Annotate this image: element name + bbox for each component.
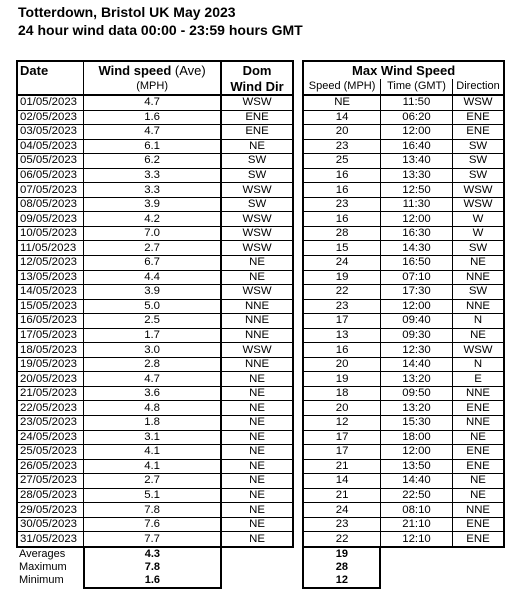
dom-dir-cell: WSW xyxy=(221,212,293,227)
dom-dir-cell: NE xyxy=(221,139,293,154)
max-time-cell: 15:30 xyxy=(380,416,452,431)
gap-cell xyxy=(293,574,303,588)
table-row xyxy=(17,459,504,474)
avg-speed-cell: 2.7 xyxy=(84,241,222,256)
max-dir-cell: E xyxy=(453,372,505,387)
date-cell: 19/05/2023 xyxy=(17,357,84,372)
gap-cell xyxy=(293,95,303,110)
header-direction: Direction xyxy=(453,79,505,95)
gap-cell xyxy=(293,328,303,343)
avg-speed-cell: 3.6 xyxy=(84,386,222,401)
max-time-cell: 12:00 xyxy=(380,125,452,140)
gap-cell xyxy=(293,416,303,431)
summary-max: 28 xyxy=(303,561,380,574)
table-row xyxy=(17,357,504,372)
dom-dir-cell: WSW xyxy=(221,343,293,358)
gap-cell xyxy=(293,561,303,574)
max-time-cell: 11:50 xyxy=(380,95,452,110)
avg-speed-cell: 1.7 xyxy=(84,328,222,343)
avg-speed-cell: 4.7 xyxy=(84,95,222,110)
dom-dir-cell: NE xyxy=(221,445,293,460)
max-time-cell: 09:50 xyxy=(380,386,452,401)
gap-cell xyxy=(293,256,303,271)
max-time-cell: 09:30 xyxy=(380,328,452,343)
avg-speed-cell: 7.6 xyxy=(84,517,222,532)
dom-dir-cell: ENE xyxy=(221,125,293,140)
page-subtitle: 24 hour wind data 00:00 - 23:59 hours GMT xyxy=(18,22,303,38)
dom-dir-cell: NE xyxy=(221,430,293,445)
summary-row xyxy=(17,561,504,574)
dom-dir-cell: NE xyxy=(221,517,293,532)
date-cell: 28/05/2023 xyxy=(17,488,84,503)
max-dir-cell: NNE xyxy=(453,386,505,401)
max-speed-cell: 25 xyxy=(303,154,380,169)
max-speed-cell: 17 xyxy=(303,314,380,329)
avg-speed-cell: 3.9 xyxy=(84,285,222,300)
max-speed-cell: 20 xyxy=(303,357,380,372)
gap-cell xyxy=(293,299,303,314)
dom-dir-cell: SW xyxy=(221,197,293,212)
gap-cell xyxy=(293,430,303,445)
table-row xyxy=(17,299,504,314)
gap-cell xyxy=(293,517,303,532)
dom-dir-cell: WSW xyxy=(221,183,293,198)
summary-body xyxy=(17,547,504,588)
avg-speed-cell: 7.8 xyxy=(84,503,222,518)
date-cell: 31/05/2023 xyxy=(17,532,84,547)
table-row xyxy=(17,430,504,445)
max-time-cell: 18:00 xyxy=(380,430,452,445)
date-cell: 25/05/2023 xyxy=(17,445,84,460)
table-row xyxy=(17,488,504,503)
max-speed-cell: 14 xyxy=(303,110,380,125)
max-time-cell: 14:40 xyxy=(380,357,452,372)
max-speed-cell: 23 xyxy=(303,139,380,154)
avg-speed-cell: 4.1 xyxy=(84,459,222,474)
max-speed-cell: 16 xyxy=(303,183,380,198)
dom-dir-cell: NE xyxy=(221,474,293,489)
gap-cell xyxy=(293,401,303,416)
gap-cell xyxy=(293,503,303,518)
avg-speed-cell: 4.1 xyxy=(84,445,222,460)
summary-avg: 7.8 xyxy=(84,561,222,574)
gap-cell xyxy=(293,532,303,547)
summary-blank xyxy=(380,561,452,574)
table-row xyxy=(17,154,504,169)
dom-dir-cell: NE xyxy=(221,488,293,503)
wind-data-table xyxy=(16,60,505,589)
table-body xyxy=(17,95,504,547)
summary-blank xyxy=(221,547,293,561)
summary-blank xyxy=(221,574,293,588)
date-cell: 02/05/2023 xyxy=(17,110,84,125)
max-dir-cell: ENE xyxy=(453,532,505,547)
date-cell: 17/05/2023 xyxy=(17,328,84,343)
dom-dir-cell: NE xyxy=(221,532,293,547)
max-dir-cell: NNE xyxy=(453,416,505,431)
table-row xyxy=(17,474,504,489)
max-dir-cell: NE xyxy=(453,256,505,271)
max-speed-cell: 20 xyxy=(303,401,380,416)
avg-speed-cell: 3.9 xyxy=(84,197,222,212)
dom-dir-cell: NNE xyxy=(221,328,293,343)
table-row xyxy=(17,95,504,110)
date-cell: 15/05/2023 xyxy=(17,299,84,314)
max-dir-cell: SW xyxy=(453,154,505,169)
summary-blank xyxy=(380,574,452,588)
table-row xyxy=(17,212,504,227)
date-cell: 03/05/2023 xyxy=(17,125,84,140)
max-speed-cell: 23 xyxy=(303,299,380,314)
max-time-cell: 12:10 xyxy=(380,532,452,547)
max-dir-cell: ENE xyxy=(453,401,505,416)
date-cell: 21/05/2023 xyxy=(17,386,84,401)
date-cell: 05/05/2023 xyxy=(17,154,84,169)
avg-speed-cell: 6.7 xyxy=(84,256,222,271)
date-cell: 10/05/2023 xyxy=(17,226,84,241)
max-dir-cell: SW xyxy=(453,241,505,256)
table-row xyxy=(17,517,504,532)
summary-row xyxy=(17,574,504,588)
max-dir-cell: N xyxy=(453,314,505,329)
date-cell: 07/05/2023 xyxy=(17,183,84,198)
max-dir-cell: ENE xyxy=(453,459,505,474)
dom-dir-cell: ENE xyxy=(221,110,293,125)
max-speed-cell: 14 xyxy=(303,474,380,489)
max-speed-cell: 22 xyxy=(303,532,380,547)
summary-avg: 1.6 xyxy=(84,574,222,588)
dom-dir-cell: NE xyxy=(221,503,293,518)
max-speed-cell: 17 xyxy=(303,430,380,445)
max-time-cell: 12:00 xyxy=(380,299,452,314)
dom-dir-cell: WSW xyxy=(221,95,293,110)
max-time-cell: 08:10 xyxy=(380,503,452,518)
max-dir-cell: NE xyxy=(453,430,505,445)
max-dir-cell: W xyxy=(453,212,505,227)
max-time-cell: 12:50 xyxy=(380,183,452,198)
date-cell: 20/05/2023 xyxy=(17,372,84,387)
dom-dir-cell: NE xyxy=(221,416,293,431)
header-date: Date xyxy=(17,61,84,79)
max-dir-cell: SW xyxy=(453,285,505,300)
summary-label: Minimum xyxy=(19,574,64,587)
date-cell: 23/05/2023 xyxy=(17,416,84,431)
summary-blank xyxy=(453,574,505,588)
max-speed-cell: 19 xyxy=(303,372,380,387)
dom-dir-cell: NE xyxy=(221,270,293,285)
max-speed-cell: 20 xyxy=(303,125,380,140)
max-time-cell: 12:00 xyxy=(380,212,452,227)
date-cell: 14/05/2023 xyxy=(17,285,84,300)
gap-cell xyxy=(293,488,303,503)
max-dir-cell: ENE xyxy=(453,445,505,460)
gap-cell xyxy=(293,212,303,227)
date-cell: 09/05/2023 xyxy=(17,212,84,227)
max-speed-cell: 23 xyxy=(303,197,380,212)
max-dir-cell: W xyxy=(453,226,505,241)
gap-cell xyxy=(293,445,303,460)
max-dir-cell: SW xyxy=(453,168,505,183)
dom-dir-cell: SW xyxy=(221,168,293,183)
max-speed-cell: 21 xyxy=(303,488,380,503)
gap-cell xyxy=(293,314,303,329)
header-speed-mph: Speed (MPH) xyxy=(303,79,380,95)
max-dir-cell: ENE xyxy=(453,110,505,125)
avg-speed-cell: 6.2 xyxy=(84,154,222,169)
gap-cell xyxy=(293,139,303,154)
gap-cell xyxy=(293,270,303,285)
avg-speed-cell: 2.5 xyxy=(84,314,222,329)
date-cell: 29/05/2023 xyxy=(17,503,84,518)
gap-cell xyxy=(293,459,303,474)
date-cell: 30/05/2023 xyxy=(17,517,84,532)
max-time-cell: 13:50 xyxy=(380,459,452,474)
table-row xyxy=(17,241,504,256)
avg-speed-cell: 4.8 xyxy=(84,401,222,416)
gap-cell xyxy=(293,386,303,401)
gap-cell xyxy=(293,357,303,372)
summary-blank xyxy=(453,547,505,561)
avg-speed-cell: 4.2 xyxy=(84,212,222,227)
avg-speed-cell: 3.3 xyxy=(84,183,222,198)
dom-dir-cell: NNE xyxy=(221,314,293,329)
max-time-cell: 13:20 xyxy=(380,372,452,387)
max-time-cell: 14:40 xyxy=(380,474,452,489)
max-speed-cell: 18 xyxy=(303,386,380,401)
dom-dir-cell: NE xyxy=(221,401,293,416)
gap-cell xyxy=(293,183,303,198)
date-cell: 13/05/2023 xyxy=(17,270,84,285)
dom-dir-cell: NE xyxy=(221,386,293,401)
date-cell: 11/05/2023 xyxy=(17,241,84,256)
max-time-cell: 11:30 xyxy=(380,197,452,212)
avg-speed-cell: 4.4 xyxy=(84,270,222,285)
date-cell: 04/05/2023 xyxy=(17,139,84,154)
gap-cell xyxy=(293,226,303,241)
date-cell: 18/05/2023 xyxy=(17,343,84,358)
avg-speed-cell: 3.1 xyxy=(84,430,222,445)
header-max-wind-speed: Max Wind Speed xyxy=(303,61,504,79)
max-time-cell: 21:10 xyxy=(380,517,452,532)
max-time-cell: 12:30 xyxy=(380,343,452,358)
gap-cell xyxy=(293,285,303,300)
avg-speed-cell: 1.8 xyxy=(84,416,222,431)
table-row xyxy=(17,197,504,212)
table-row xyxy=(17,183,504,198)
table-row xyxy=(17,256,504,271)
table-row xyxy=(17,328,504,343)
max-speed-cell: 23 xyxy=(303,517,380,532)
header-time-gmt: Time (GMT) xyxy=(380,79,452,95)
summary-blank xyxy=(380,547,452,561)
dom-dir-cell: NE xyxy=(221,256,293,271)
dom-dir-cell: WSW xyxy=(221,226,293,241)
dom-dir-cell: SW xyxy=(221,154,293,169)
max-dir-cell: N xyxy=(453,357,505,372)
gap-cell xyxy=(293,168,303,183)
date-cell: 01/05/2023 xyxy=(17,95,84,110)
gap-cell xyxy=(293,372,303,387)
date-cell: 24/05/2023 xyxy=(17,430,84,445)
table-row xyxy=(17,386,504,401)
max-speed-cell: 16 xyxy=(303,168,380,183)
header-dom-wind-dir: Wind Dir xyxy=(221,79,293,95)
header-wind-speed-unit: (MPH) xyxy=(84,79,222,95)
table-row xyxy=(17,532,504,547)
max-speed-cell: 16 xyxy=(303,343,380,358)
dom-dir-cell: NE xyxy=(221,372,293,387)
max-time-cell: 09:40 xyxy=(380,314,452,329)
gap-cell xyxy=(293,241,303,256)
table-row xyxy=(17,314,504,329)
table-row xyxy=(17,503,504,518)
avg-speed-cell: 7.7 xyxy=(84,532,222,547)
max-dir-cell: NE xyxy=(453,488,505,503)
max-time-cell: 16:30 xyxy=(380,226,452,241)
header-dom: Dom xyxy=(221,61,293,79)
avg-speed-cell: 2.8 xyxy=(84,357,222,372)
gap-cell xyxy=(293,547,303,561)
avg-speed-cell: 4.7 xyxy=(84,125,222,140)
avg-speed-cell: 7.0 xyxy=(84,226,222,241)
max-dir-cell: WSW xyxy=(453,197,505,212)
gap-cell xyxy=(293,154,303,169)
dom-dir-cell: NNE xyxy=(221,299,293,314)
max-time-cell: 13:40 xyxy=(380,154,452,169)
avg-speed-cell: 3.0 xyxy=(84,343,222,358)
gap-cell xyxy=(293,474,303,489)
max-speed-cell: 19 xyxy=(303,270,380,285)
max-speed-cell: 21 xyxy=(303,459,380,474)
avg-speed-cell: 5.0 xyxy=(84,299,222,314)
table-row xyxy=(17,401,504,416)
date-cell: 26/05/2023 xyxy=(17,459,84,474)
max-dir-cell: NNE xyxy=(453,503,505,518)
max-dir-cell: NNE xyxy=(453,270,505,285)
max-speed-cell: 28 xyxy=(303,226,380,241)
max-time-cell: 06:20 xyxy=(380,110,452,125)
max-time-cell: 07:10 xyxy=(380,270,452,285)
summary-row xyxy=(17,547,504,561)
page-title: Totterdown, Bristol UK May 2023 xyxy=(18,4,236,20)
table-row xyxy=(17,285,504,300)
max-speed-cell: 16 xyxy=(303,212,380,227)
date-cell: 12/05/2023 xyxy=(17,256,84,271)
summary-blank xyxy=(221,561,293,574)
max-speed-cell: 22 xyxy=(303,285,380,300)
date-cell: 16/05/2023 xyxy=(17,314,84,329)
max-time-cell: 14:30 xyxy=(380,241,452,256)
summary-label: Averages xyxy=(19,547,66,560)
max-time-cell: 13:20 xyxy=(380,401,452,416)
max-speed-cell: NE xyxy=(303,95,380,110)
max-time-cell: 17:30 xyxy=(380,285,452,300)
table-row xyxy=(17,110,504,125)
avg-speed-cell: 4.7 xyxy=(84,372,222,387)
max-dir-cell: WSW xyxy=(453,183,505,198)
max-dir-cell: ENE xyxy=(453,125,505,140)
max-dir-cell: NE xyxy=(453,328,505,343)
dom-dir-cell: WSW xyxy=(221,241,293,256)
gap-cell xyxy=(293,343,303,358)
max-time-cell: 16:50 xyxy=(380,256,452,271)
max-time-cell: 16:40 xyxy=(380,139,452,154)
header-wind-speed: Wind speed (Ave) xyxy=(84,61,222,79)
max-time-cell: 12:00 xyxy=(380,445,452,460)
avg-speed-cell: 2.7 xyxy=(84,474,222,489)
avg-speed-cell: 3.3 xyxy=(84,168,222,183)
dom-dir-cell: NE xyxy=(221,459,293,474)
max-speed-cell: 13 xyxy=(303,328,380,343)
max-speed-cell: 24 xyxy=(303,503,380,518)
max-dir-cell: SW xyxy=(453,139,505,154)
table-row xyxy=(17,226,504,241)
max-dir-cell: NNE xyxy=(453,299,505,314)
avg-speed-cell: 1.6 xyxy=(84,110,222,125)
gap-cell xyxy=(293,197,303,212)
summary-max: 12 xyxy=(303,574,380,588)
max-speed-cell: 24 xyxy=(303,256,380,271)
table-row xyxy=(17,125,504,140)
max-time-cell: 13:30 xyxy=(380,168,452,183)
table-row xyxy=(17,445,504,460)
max-speed-cell: 12 xyxy=(303,416,380,431)
summary-max: 19 xyxy=(303,547,380,561)
max-dir-cell: WSW xyxy=(453,343,505,358)
summary-blank xyxy=(453,561,505,574)
avg-speed-cell: 6.1 xyxy=(84,139,222,154)
date-cell: 06/05/2023 xyxy=(17,168,84,183)
dom-dir-cell: NNE xyxy=(221,357,293,372)
date-cell: 22/05/2023 xyxy=(17,401,84,416)
max-time-cell: 22:50 xyxy=(380,488,452,503)
date-cell: 08/05/2023 xyxy=(17,197,84,212)
date-cell: 27/05/2023 xyxy=(17,474,84,489)
max-dir-cell: ENE xyxy=(453,517,505,532)
table-row xyxy=(17,139,504,154)
table-row xyxy=(17,270,504,285)
table-row xyxy=(17,168,504,183)
avg-speed-cell: 5.1 xyxy=(84,488,222,503)
table-row xyxy=(17,343,504,358)
summary-label: Maximum xyxy=(19,560,67,573)
table-row xyxy=(17,372,504,387)
max-dir-cell: NE xyxy=(453,474,505,489)
max-dir-cell: WSW xyxy=(453,95,505,110)
max-speed-cell: 17 xyxy=(303,445,380,460)
gap-cell xyxy=(293,125,303,140)
dom-dir-cell: WSW xyxy=(221,285,293,300)
summary-avg: 4.3 xyxy=(84,547,222,561)
max-speed-cell: 15 xyxy=(303,241,380,256)
table-row xyxy=(17,416,504,431)
gap-cell xyxy=(293,110,303,125)
